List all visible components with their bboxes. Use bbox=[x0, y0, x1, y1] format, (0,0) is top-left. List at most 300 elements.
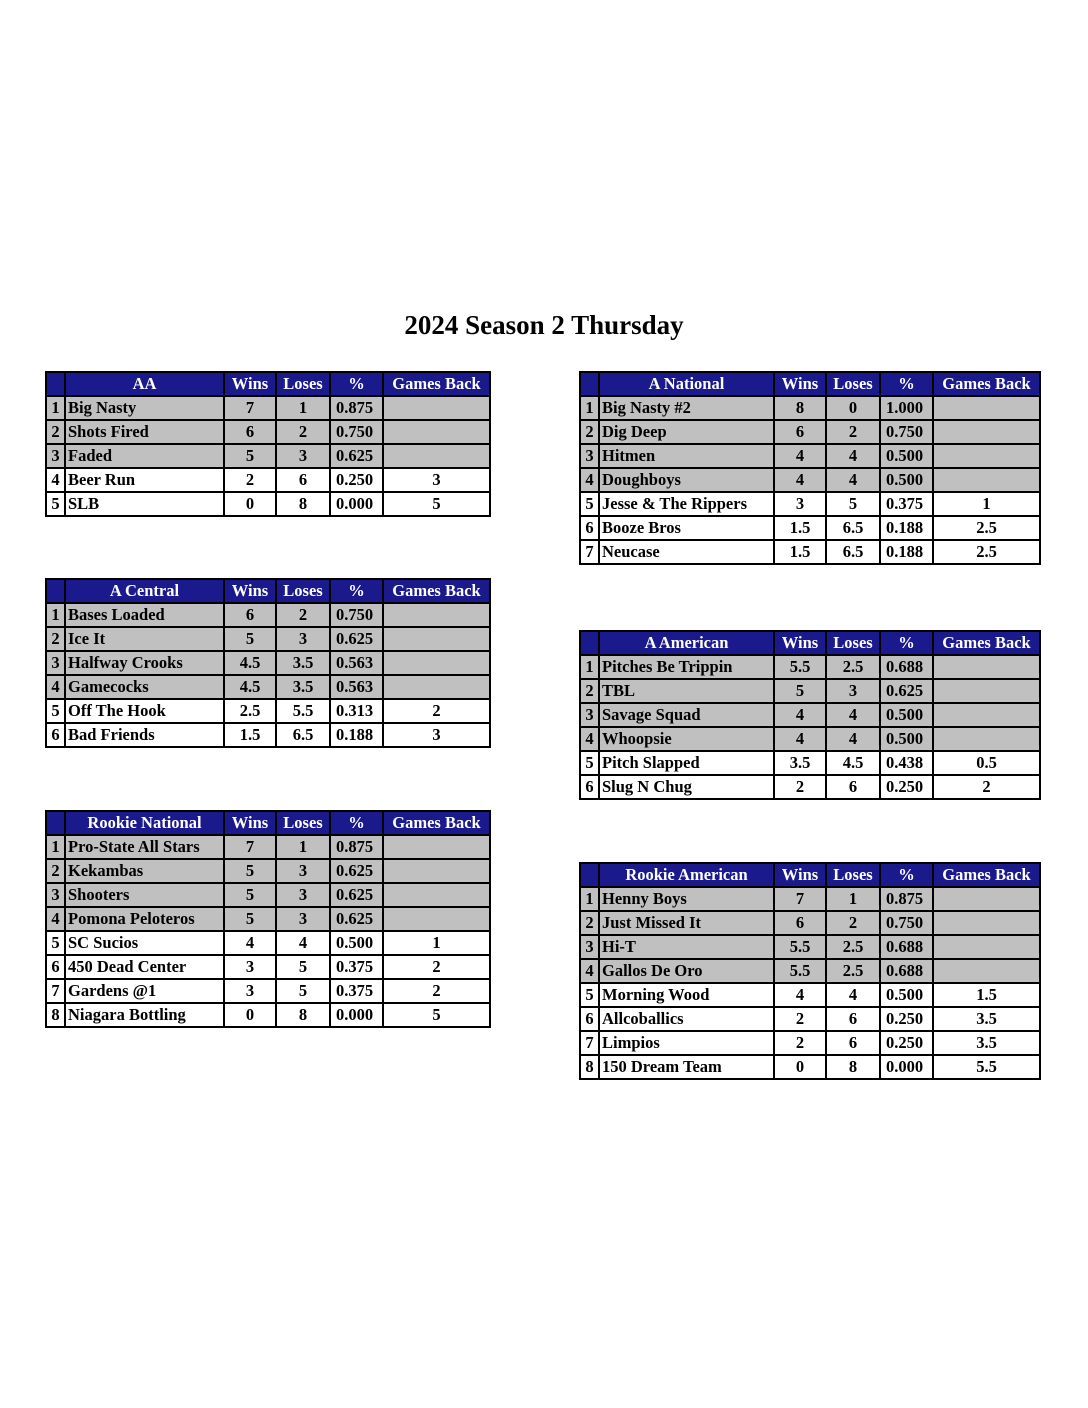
table-row bbox=[580, 1007, 1040, 1031]
header-loses: Loses bbox=[826, 372, 880, 396]
wins-cell: 5 bbox=[224, 859, 276, 883]
pct-cell: 0.625 bbox=[330, 859, 383, 883]
table-row bbox=[580, 679, 1040, 703]
wins-cell: 1.5 bbox=[224, 723, 276, 747]
loses-cell: 6.5 bbox=[826, 540, 880, 564]
table-row bbox=[580, 444, 1040, 468]
wins-cell: 2 bbox=[774, 775, 826, 799]
games-back-cell bbox=[383, 444, 490, 468]
table-row bbox=[580, 655, 1040, 679]
table-row bbox=[46, 931, 490, 955]
pct-cell: 0.750 bbox=[880, 911, 933, 935]
pct-cell: 0.250 bbox=[880, 775, 933, 799]
team-name: Pro-State All Stars bbox=[65, 835, 224, 859]
rank-cell: 3 bbox=[580, 703, 599, 727]
division-table-aa bbox=[45, 371, 491, 517]
header-rank-cell bbox=[580, 372, 599, 396]
wins-cell: 6 bbox=[224, 603, 276, 627]
games-back-cell: 3.5 bbox=[933, 1007, 1040, 1031]
rank-cell: 5 bbox=[580, 492, 599, 516]
table-row bbox=[46, 1003, 490, 1027]
games-back-cell bbox=[933, 703, 1040, 727]
loses-cell: 2 bbox=[276, 420, 330, 444]
wins-cell: 5 bbox=[224, 883, 276, 907]
wins-cell: 5.5 bbox=[774, 935, 826, 959]
table-row bbox=[580, 396, 1040, 420]
wins-cell: 3 bbox=[224, 979, 276, 1003]
rank-cell: 5 bbox=[46, 492, 65, 516]
games-back-cell bbox=[383, 396, 490, 420]
loses-cell: 3 bbox=[276, 907, 330, 931]
team-name: Savage Squad bbox=[599, 703, 774, 727]
loses-cell: 8 bbox=[826, 1055, 880, 1079]
rank-cell: 6 bbox=[46, 723, 65, 747]
team-name: Halfway Crooks bbox=[65, 651, 224, 675]
team-name: SLB bbox=[65, 492, 224, 516]
loses-cell: 2.5 bbox=[826, 935, 880, 959]
team-name: Henny Boys bbox=[599, 887, 774, 911]
wins-cell: 5.5 bbox=[774, 655, 826, 679]
games-back-cell: 5.5 bbox=[933, 1055, 1040, 1079]
pct-cell: 0.688 bbox=[880, 935, 933, 959]
wins-cell: 4 bbox=[774, 468, 826, 492]
wins-cell: 6 bbox=[774, 420, 826, 444]
games-back-cell: 2.5 bbox=[933, 540, 1040, 564]
team-name: Shooters bbox=[65, 883, 224, 907]
pct-cell: 0.375 bbox=[330, 955, 383, 979]
rank-cell: 1 bbox=[46, 835, 65, 859]
loses-cell: 5 bbox=[826, 492, 880, 516]
rank-cell: 6 bbox=[46, 955, 65, 979]
games-back-cell bbox=[933, 679, 1040, 703]
wins-cell: 2 bbox=[774, 1007, 826, 1031]
team-name: Beer Run bbox=[65, 468, 224, 492]
rank-cell: 4 bbox=[46, 907, 65, 931]
loses-cell: 4.5 bbox=[826, 751, 880, 775]
loses-cell: 3 bbox=[826, 679, 880, 703]
rank-cell: 8 bbox=[46, 1003, 65, 1027]
games-back-cell: 1 bbox=[933, 492, 1040, 516]
pct-cell: 0.500 bbox=[880, 983, 933, 1007]
wins-cell: 7 bbox=[224, 835, 276, 859]
pct-cell: 0.375 bbox=[330, 979, 383, 1003]
team-name: TBL bbox=[599, 679, 774, 703]
wins-cell: 5.5 bbox=[774, 959, 826, 983]
rank-cell: 2 bbox=[580, 911, 599, 935]
wins-cell: 7 bbox=[774, 887, 826, 911]
header-wins: Wins bbox=[224, 372, 276, 396]
wins-cell: 2 bbox=[224, 468, 276, 492]
header-rank-cell bbox=[46, 811, 65, 835]
rank-cell: 1 bbox=[580, 887, 599, 911]
games-back-cell bbox=[933, 727, 1040, 751]
games-back-cell bbox=[383, 835, 490, 859]
team-name: Niagara Bottling bbox=[65, 1003, 224, 1027]
wins-cell: 5 bbox=[224, 444, 276, 468]
pct-cell: 0.188 bbox=[880, 540, 933, 564]
header-games-back: Games Back bbox=[933, 863, 1040, 887]
pct-cell: 0.188 bbox=[880, 516, 933, 540]
rank-cell: 1 bbox=[580, 655, 599, 679]
division-name: AA bbox=[65, 372, 224, 396]
loses-cell: 2 bbox=[826, 420, 880, 444]
table-row bbox=[580, 751, 1040, 775]
pct-cell: 0.313 bbox=[330, 699, 383, 723]
table-row bbox=[580, 540, 1040, 564]
table-row bbox=[580, 959, 1040, 983]
rank-cell: 2 bbox=[46, 859, 65, 883]
rank-cell: 5 bbox=[46, 931, 65, 955]
games-back-cell: 2 bbox=[383, 955, 490, 979]
loses-cell: 4 bbox=[826, 983, 880, 1007]
wins-cell: 4 bbox=[774, 983, 826, 1007]
pct-cell: 0.625 bbox=[880, 679, 933, 703]
wins-cell: 6 bbox=[774, 911, 826, 935]
team-name: Slug N Chug bbox=[599, 775, 774, 799]
games-back-cell: 5 bbox=[383, 1003, 490, 1027]
loses-cell: 2 bbox=[826, 911, 880, 935]
team-name: Gamecocks bbox=[65, 675, 224, 699]
games-back-cell: 3.5 bbox=[933, 1031, 1040, 1055]
division-table-rookie-national bbox=[45, 810, 491, 1028]
games-back-cell bbox=[933, 887, 1040, 911]
header-rank-cell bbox=[46, 579, 65, 603]
rank-cell: 1 bbox=[580, 396, 599, 420]
loses-cell: 5 bbox=[276, 979, 330, 1003]
loses-cell: 8 bbox=[276, 1003, 330, 1027]
division-table-a-american bbox=[579, 630, 1041, 800]
table-row bbox=[46, 444, 490, 468]
loses-cell: 6.5 bbox=[276, 723, 330, 747]
rank-cell: 8 bbox=[580, 1055, 599, 1079]
games-back-cell bbox=[383, 651, 490, 675]
games-back-cell bbox=[383, 420, 490, 444]
table-row bbox=[46, 468, 490, 492]
header-loses: Loses bbox=[276, 579, 330, 603]
table-row bbox=[580, 911, 1040, 935]
rank-cell: 7 bbox=[46, 979, 65, 1003]
team-name: Kekambas bbox=[65, 859, 224, 883]
games-back-cell bbox=[933, 655, 1040, 679]
team-name: Ice It bbox=[65, 627, 224, 651]
games-back-cell: 2.5 bbox=[933, 516, 1040, 540]
wins-cell: 4 bbox=[774, 727, 826, 751]
loses-cell: 6 bbox=[826, 1031, 880, 1055]
header-rank-cell bbox=[46, 372, 65, 396]
rank-cell: 4 bbox=[46, 468, 65, 492]
loses-cell: 6 bbox=[826, 775, 880, 799]
team-name: Bases Loaded bbox=[65, 603, 224, 627]
header-loses: Loses bbox=[826, 631, 880, 655]
table-row bbox=[580, 703, 1040, 727]
page-title: 2024 Season 2 Thursday bbox=[404, 310, 684, 340]
games-back-cell bbox=[383, 883, 490, 907]
header-pct: % bbox=[330, 811, 383, 835]
pct-cell: 0.563 bbox=[330, 675, 383, 699]
table-row bbox=[46, 396, 490, 420]
games-back-cell: 2 bbox=[383, 979, 490, 1003]
loses-cell: 1 bbox=[826, 887, 880, 911]
header-games-back: Games Back bbox=[933, 372, 1040, 396]
table-row bbox=[46, 492, 490, 516]
games-back-cell: 1 bbox=[383, 931, 490, 955]
header-pct: % bbox=[880, 631, 933, 655]
table-row bbox=[580, 1031, 1040, 1055]
pct-cell: 0.750 bbox=[330, 603, 383, 627]
wins-cell: 5 bbox=[224, 627, 276, 651]
table-row bbox=[580, 935, 1040, 959]
loses-cell: 0 bbox=[826, 396, 880, 420]
division-name: A American bbox=[599, 631, 774, 655]
wins-cell: 3.5 bbox=[774, 751, 826, 775]
header-wins: Wins bbox=[224, 811, 276, 835]
loses-cell: 8 bbox=[276, 492, 330, 516]
pct-cell: 0.250 bbox=[330, 468, 383, 492]
team-name: Shots Fired bbox=[65, 420, 224, 444]
team-name: Bad Friends bbox=[65, 723, 224, 747]
games-back-cell bbox=[933, 935, 1040, 959]
table-row bbox=[46, 651, 490, 675]
division-table-a-national bbox=[579, 371, 1041, 565]
table-row bbox=[580, 1055, 1040, 1079]
division-name: Rookie National bbox=[65, 811, 224, 835]
loses-cell: 2.5 bbox=[826, 655, 880, 679]
loses-cell: 4 bbox=[826, 444, 880, 468]
games-back-cell bbox=[383, 627, 490, 651]
team-name: Pitches Be Trippin bbox=[599, 655, 774, 679]
wins-cell: 4.5 bbox=[224, 675, 276, 699]
division-table-a-central bbox=[45, 578, 491, 748]
loses-cell: 4 bbox=[826, 468, 880, 492]
team-name: Faded bbox=[65, 444, 224, 468]
games-back-cell: 5 bbox=[383, 492, 490, 516]
team-name: Morning Wood bbox=[599, 983, 774, 1007]
wins-cell: 5 bbox=[224, 907, 276, 931]
games-back-cell bbox=[933, 420, 1040, 444]
pct-cell: 0.563 bbox=[330, 651, 383, 675]
loses-cell: 1 bbox=[276, 396, 330, 420]
games-back-cell bbox=[383, 675, 490, 699]
header-row bbox=[580, 863, 1040, 887]
header-row bbox=[46, 811, 490, 835]
games-back-cell bbox=[933, 468, 1040, 492]
loses-cell: 4 bbox=[826, 727, 880, 751]
team-name: Hitmen bbox=[599, 444, 774, 468]
rank-cell: 6 bbox=[580, 775, 599, 799]
games-back-cell: 1.5 bbox=[933, 983, 1040, 1007]
loses-cell: 3 bbox=[276, 627, 330, 651]
table-row bbox=[46, 859, 490, 883]
table-row bbox=[580, 775, 1040, 799]
rank-cell: 4 bbox=[46, 675, 65, 699]
pct-cell: 0.625 bbox=[330, 444, 383, 468]
table-row bbox=[580, 887, 1040, 911]
team-name: 150 Dream Team bbox=[599, 1055, 774, 1079]
header-games-back: Games Back bbox=[933, 631, 1040, 655]
wins-cell: 1.5 bbox=[774, 540, 826, 564]
team-name: Booze Bros bbox=[599, 516, 774, 540]
header-loses: Loses bbox=[276, 811, 330, 835]
rank-cell: 2 bbox=[46, 420, 65, 444]
table-row bbox=[46, 907, 490, 931]
wins-cell: 4 bbox=[224, 931, 276, 955]
games-back-cell bbox=[933, 396, 1040, 420]
pct-cell: 0.688 bbox=[880, 655, 933, 679]
loses-cell: 3 bbox=[276, 444, 330, 468]
games-back-cell bbox=[933, 911, 1040, 935]
loses-cell: 3 bbox=[276, 859, 330, 883]
wins-cell: 0 bbox=[774, 1055, 826, 1079]
table-row bbox=[580, 516, 1040, 540]
team-name: Pitch Slapped bbox=[599, 751, 774, 775]
rank-cell: 5 bbox=[46, 699, 65, 723]
pct-cell: 0.750 bbox=[880, 420, 933, 444]
rank-cell: 2 bbox=[46, 627, 65, 651]
loses-cell: 3 bbox=[276, 883, 330, 907]
team-name: Pomona Peloteros bbox=[65, 907, 224, 931]
pct-cell: 0.875 bbox=[880, 887, 933, 911]
team-name: Off The Hook bbox=[65, 699, 224, 723]
wins-cell: 7 bbox=[224, 396, 276, 420]
loses-cell: 5.5 bbox=[276, 699, 330, 723]
pct-cell: 0.625 bbox=[330, 627, 383, 651]
games-back-cell: 0.5 bbox=[933, 751, 1040, 775]
division-name: Rookie American bbox=[599, 863, 774, 887]
loses-cell: 3.5 bbox=[276, 651, 330, 675]
pct-cell: 0.750 bbox=[330, 420, 383, 444]
rank-cell: 3 bbox=[46, 651, 65, 675]
wins-cell: 0 bbox=[224, 1003, 276, 1027]
loses-cell: 4 bbox=[276, 931, 330, 955]
pct-cell: 0.438 bbox=[880, 751, 933, 775]
table-row bbox=[46, 420, 490, 444]
pct-cell: 0.375 bbox=[880, 492, 933, 516]
wins-cell: 0 bbox=[224, 492, 276, 516]
division-table-rookie-american bbox=[579, 862, 1041, 1080]
rank-cell: 4 bbox=[580, 959, 599, 983]
header-rank-cell bbox=[580, 863, 599, 887]
pct-cell: 0.500 bbox=[880, 727, 933, 751]
games-back-cell bbox=[933, 444, 1040, 468]
pct-cell: 0.250 bbox=[880, 1007, 933, 1031]
pct-cell: 0.500 bbox=[880, 468, 933, 492]
pct-cell: 0.875 bbox=[330, 835, 383, 859]
header-pct: % bbox=[330, 372, 383, 396]
rank-cell: 6 bbox=[580, 1007, 599, 1031]
games-back-cell: 2 bbox=[933, 775, 1040, 799]
rank-cell: 5 bbox=[580, 751, 599, 775]
table-row bbox=[46, 627, 490, 651]
games-back-cell bbox=[383, 603, 490, 627]
wins-cell: 3 bbox=[774, 492, 826, 516]
table-row bbox=[46, 835, 490, 859]
team-name: Whoopsie bbox=[599, 727, 774, 751]
loses-cell: 6.5 bbox=[826, 516, 880, 540]
wins-cell: 3 bbox=[224, 955, 276, 979]
pct-cell: 0.875 bbox=[330, 396, 383, 420]
loses-cell: 3.5 bbox=[276, 675, 330, 699]
header-row bbox=[580, 372, 1040, 396]
pct-cell: 0.500 bbox=[880, 703, 933, 727]
rank-cell: 7 bbox=[580, 1031, 599, 1055]
rank-cell: 3 bbox=[46, 883, 65, 907]
header-loses: Loses bbox=[826, 863, 880, 887]
header-row bbox=[580, 631, 1040, 655]
table-row bbox=[580, 420, 1040, 444]
team-name: Gallos De Oro bbox=[599, 959, 774, 983]
loses-cell: 2.5 bbox=[826, 959, 880, 983]
table-row bbox=[46, 675, 490, 699]
header-pct: % bbox=[880, 863, 933, 887]
rank-cell: 3 bbox=[46, 444, 65, 468]
loses-cell: 4 bbox=[826, 703, 880, 727]
table-row bbox=[580, 492, 1040, 516]
games-back-cell bbox=[383, 907, 490, 931]
header-pct: % bbox=[330, 579, 383, 603]
table-row bbox=[580, 468, 1040, 492]
rank-cell: 1 bbox=[46, 603, 65, 627]
pct-cell: 0.000 bbox=[880, 1055, 933, 1079]
pct-cell: 0.188 bbox=[330, 723, 383, 747]
header-loses: Loses bbox=[276, 372, 330, 396]
pct-cell: 1.000 bbox=[880, 396, 933, 420]
wins-cell: 4.5 bbox=[224, 651, 276, 675]
wins-cell: 2 bbox=[774, 1031, 826, 1055]
wins-cell: 4 bbox=[774, 703, 826, 727]
games-back-cell bbox=[933, 959, 1040, 983]
header-wins: Wins bbox=[774, 863, 826, 887]
table-row bbox=[580, 727, 1040, 751]
wins-cell: 8 bbox=[774, 396, 826, 420]
team-name: SC Sucios bbox=[65, 931, 224, 955]
team-name: Big Nasty bbox=[65, 396, 224, 420]
loses-cell: 2 bbox=[276, 603, 330, 627]
header-wins: Wins bbox=[774, 631, 826, 655]
games-back-cell: 3 bbox=[383, 723, 490, 747]
games-back-cell: 2 bbox=[383, 699, 490, 723]
pct-cell: 0.250 bbox=[880, 1031, 933, 1055]
header-games-back: Games Back bbox=[383, 811, 490, 835]
table-row bbox=[46, 883, 490, 907]
loses-cell: 6 bbox=[826, 1007, 880, 1031]
header-games-back: Games Back bbox=[383, 372, 490, 396]
team-name: Just Missed It bbox=[599, 911, 774, 935]
team-name: Big Nasty #2 bbox=[599, 396, 774, 420]
pct-cell: 0.625 bbox=[330, 907, 383, 931]
table-row bbox=[46, 979, 490, 1003]
wins-cell: 4 bbox=[774, 444, 826, 468]
header-row bbox=[46, 579, 490, 603]
division-name: A National bbox=[599, 372, 774, 396]
team-name: Gardens @1 bbox=[65, 979, 224, 1003]
games-back-cell bbox=[383, 859, 490, 883]
rank-cell: 2 bbox=[580, 420, 599, 444]
table-row bbox=[46, 699, 490, 723]
loses-cell: 6 bbox=[276, 468, 330, 492]
division-name: A Central bbox=[65, 579, 224, 603]
header-wins: Wins bbox=[774, 372, 826, 396]
header-games-back: Games Back bbox=[383, 579, 490, 603]
table-row bbox=[46, 603, 490, 627]
pct-cell: 0.000 bbox=[330, 1003, 383, 1027]
team-name: Neucase bbox=[599, 540, 774, 564]
rank-cell: 7 bbox=[580, 540, 599, 564]
loses-cell: 1 bbox=[276, 835, 330, 859]
pct-cell: 0.500 bbox=[330, 931, 383, 955]
team-name: 450 Dead Center bbox=[65, 955, 224, 979]
table-row bbox=[46, 955, 490, 979]
team-name: Limpios bbox=[599, 1031, 774, 1055]
